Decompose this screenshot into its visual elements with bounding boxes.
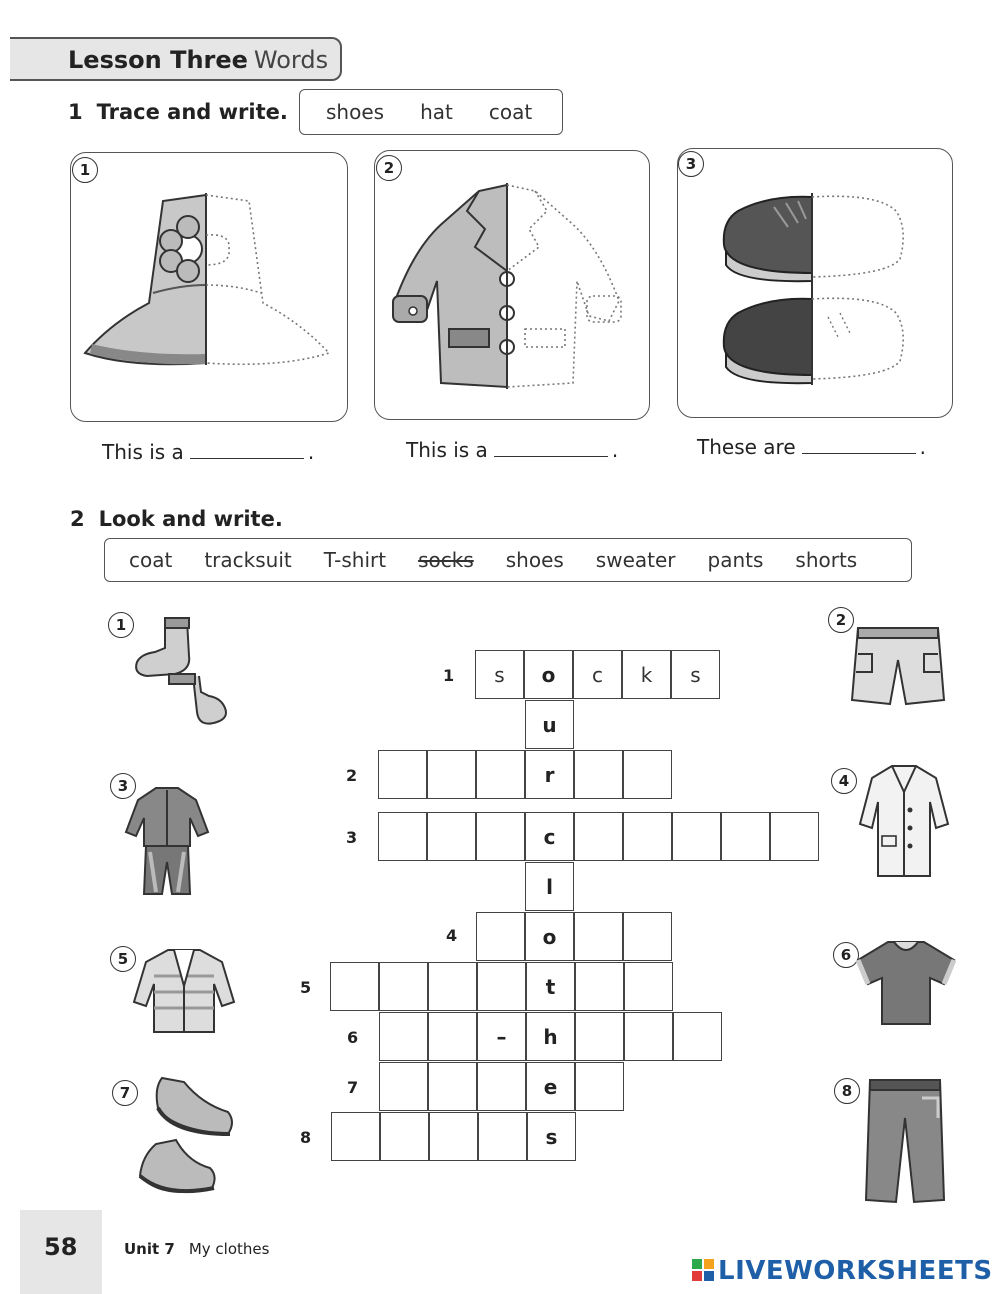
crossword-cell[interactable]	[330, 962, 379, 1011]
unit-number: Unit 7	[124, 1240, 175, 1258]
crossword-cell[interactable]	[623, 812, 672, 861]
exercise2-number: 2	[70, 507, 85, 531]
crossword-cell[interactable]	[380, 1112, 429, 1161]
crossword-cell[interactable]	[476, 750, 525, 799]
picture-number: 6	[833, 942, 859, 968]
shoes-icon	[132, 1072, 240, 1202]
exercise2-instruction: Look and write.	[98, 507, 283, 531]
picture-number: 1	[108, 612, 134, 638]
sentence-end: .	[919, 435, 926, 459]
crossword-cell[interactable]	[721, 812, 770, 861]
crossword-cell[interactable]	[331, 1112, 380, 1161]
crossword-cell[interactable]	[477, 1062, 526, 1111]
crossword-cell: u	[525, 700, 574, 749]
picture-number: 5	[110, 946, 136, 972]
trace-panel-coat	[374, 150, 650, 420]
sentence-text: This is a	[406, 438, 488, 462]
sentence-end: .	[611, 438, 619, 462]
crossword-clue-number: 1	[443, 666, 455, 685]
crossword-cell[interactable]	[575, 962, 624, 1011]
crossword-cell: l	[525, 862, 574, 911]
coat-icon	[856, 762, 952, 880]
crossword-cell: s	[527, 1112, 576, 1161]
crossword-cell[interactable]	[428, 1012, 477, 1061]
crossword-cell[interactable]	[623, 750, 672, 799]
crossword-clue-number: 2	[346, 766, 358, 785]
word-bank-item: coat	[488, 100, 533, 124]
crossword-cell[interactable]	[624, 1012, 673, 1061]
sweater-icon	[128, 946, 240, 1036]
crossword-cell[interactable]	[574, 912, 623, 961]
crossword-cell[interactable]	[428, 1062, 477, 1111]
exercise1-instruction: Trace and write.	[96, 100, 288, 124]
word-bank-item: shorts	[795, 548, 858, 572]
word-bank-item: pants	[707, 548, 764, 572]
crossword-cell: –	[477, 1012, 526, 1061]
crossword-cell: s	[475, 650, 524, 699]
crossword-clue-number: 4	[446, 926, 458, 945]
crossword-clue-number: 7	[347, 1078, 359, 1097]
picture-number: 2	[828, 607, 854, 633]
crossword-clue-number: 3	[346, 828, 358, 847]
sentence-text: This is a	[102, 440, 184, 464]
hat-icon	[71, 153, 349, 423]
crossword-cell: e	[526, 1062, 575, 1111]
brand-name: LIVEWORKSHEETS	[718, 1256, 993, 1286]
liveworksheets-logo-icon	[692, 1259, 714, 1281]
answer-blank[interactable]	[802, 452, 916, 454]
unit-label	[124, 1240, 269, 1258]
crossword-cell[interactable]	[477, 962, 526, 1011]
crossword-cell[interactable]	[673, 1012, 722, 1061]
crossword-cell: s	[671, 650, 720, 699]
lesson-name: Lesson Three	[68, 46, 248, 74]
shorts-icon	[848, 620, 948, 712]
sentence-text: These are	[697, 435, 796, 459]
tshirt-icon	[854, 936, 958, 1028]
crossword-cell: t	[526, 962, 575, 1011]
crossword-cell: k	[622, 650, 671, 699]
crossword-cell[interactable]	[575, 1012, 624, 1061]
answer-blank[interactable]	[494, 455, 608, 457]
trace-panel-shoes	[677, 148, 953, 418]
crossword-cell[interactable]	[574, 750, 623, 799]
exercise1-title	[68, 100, 288, 124]
crossword-cell[interactable]	[379, 962, 428, 1011]
crossword-cell: h	[526, 1012, 575, 1061]
exercise2-title	[70, 507, 283, 531]
crossword-cell: r	[525, 750, 574, 799]
lesson-title	[68, 46, 328, 74]
tracksuit-icon	[122, 782, 212, 902]
panel-number: 3	[678, 151, 704, 177]
lesson-section: Words	[253, 46, 329, 74]
exercise1-number: 1	[68, 100, 83, 124]
crossword-cell[interactable]	[575, 1062, 624, 1111]
panel-number: 1	[72, 157, 98, 183]
exercise2-word-bank	[104, 538, 912, 582]
crossword-cell: c	[573, 650, 622, 699]
picture-number: 7	[112, 1080, 138, 1106]
picture-number: 8	[834, 1078, 860, 1104]
crossword-cell: o	[524, 650, 573, 699]
word-bank-item: sweater	[595, 548, 676, 572]
crossword-cell[interactable]	[770, 812, 819, 861]
crossword-cell: o	[525, 912, 574, 961]
crossword-cell[interactable]	[672, 812, 721, 861]
coat-icon	[375, 151, 651, 421]
trace-panel-hat	[70, 152, 348, 422]
answer-blank[interactable]	[190, 457, 304, 459]
word-bank-item: T-shirt	[323, 548, 387, 572]
picture-number: 4	[831, 768, 857, 794]
word-bank-item: hat	[420, 100, 453, 124]
pants-icon	[862, 1074, 948, 1208]
crossword-cell[interactable]	[427, 750, 476, 799]
crossword-cell: c	[525, 812, 574, 861]
crossword-cell[interactable]	[574, 812, 623, 861]
picture-number: 3	[110, 773, 136, 799]
crossword-clue-number: 8	[300, 1128, 312, 1147]
sentence-1	[102, 440, 314, 464]
word-bank-item: coat	[129, 548, 173, 572]
exercise1-word-bank	[299, 89, 563, 135]
crossword-cell[interactable]	[378, 812, 427, 861]
crossword-cell[interactable]	[476, 912, 525, 961]
shoes-icon	[678, 149, 954, 419]
crossword-clue-number: 5	[300, 978, 312, 997]
crossword-cell[interactable]	[478, 1112, 527, 1161]
word-bank-item: tracksuit	[204, 548, 292, 572]
word-bank-item: shoes	[505, 548, 564, 572]
crossword-cell[interactable]	[476, 812, 525, 861]
crossword-cell[interactable]	[428, 962, 477, 1011]
page-number: 58	[44, 1233, 78, 1261]
socks-icon	[125, 612, 235, 742]
crossword-clue-number: 6	[347, 1028, 359, 1047]
word-bank-item: shoes	[326, 100, 385, 124]
sentence-3	[697, 435, 926, 459]
unit-title: My clothes	[188, 1240, 270, 1258]
brand-logo	[692, 1256, 993, 1286]
crossword-cell[interactable]	[623, 912, 672, 961]
word-bank-item-struck: socks	[418, 548, 474, 572]
crossword-cell[interactable]	[379, 1012, 428, 1061]
panel-number: 2	[376, 155, 402, 181]
crossword-cell[interactable]	[378, 750, 427, 799]
crossword-cell[interactable]	[379, 1062, 428, 1111]
crossword-cell[interactable]	[429, 1112, 478, 1161]
crossword-cell[interactable]	[624, 962, 673, 1011]
sentence-2	[406, 438, 618, 462]
sentence-end: .	[307, 440, 315, 464]
crossword-cell[interactable]	[427, 812, 476, 861]
